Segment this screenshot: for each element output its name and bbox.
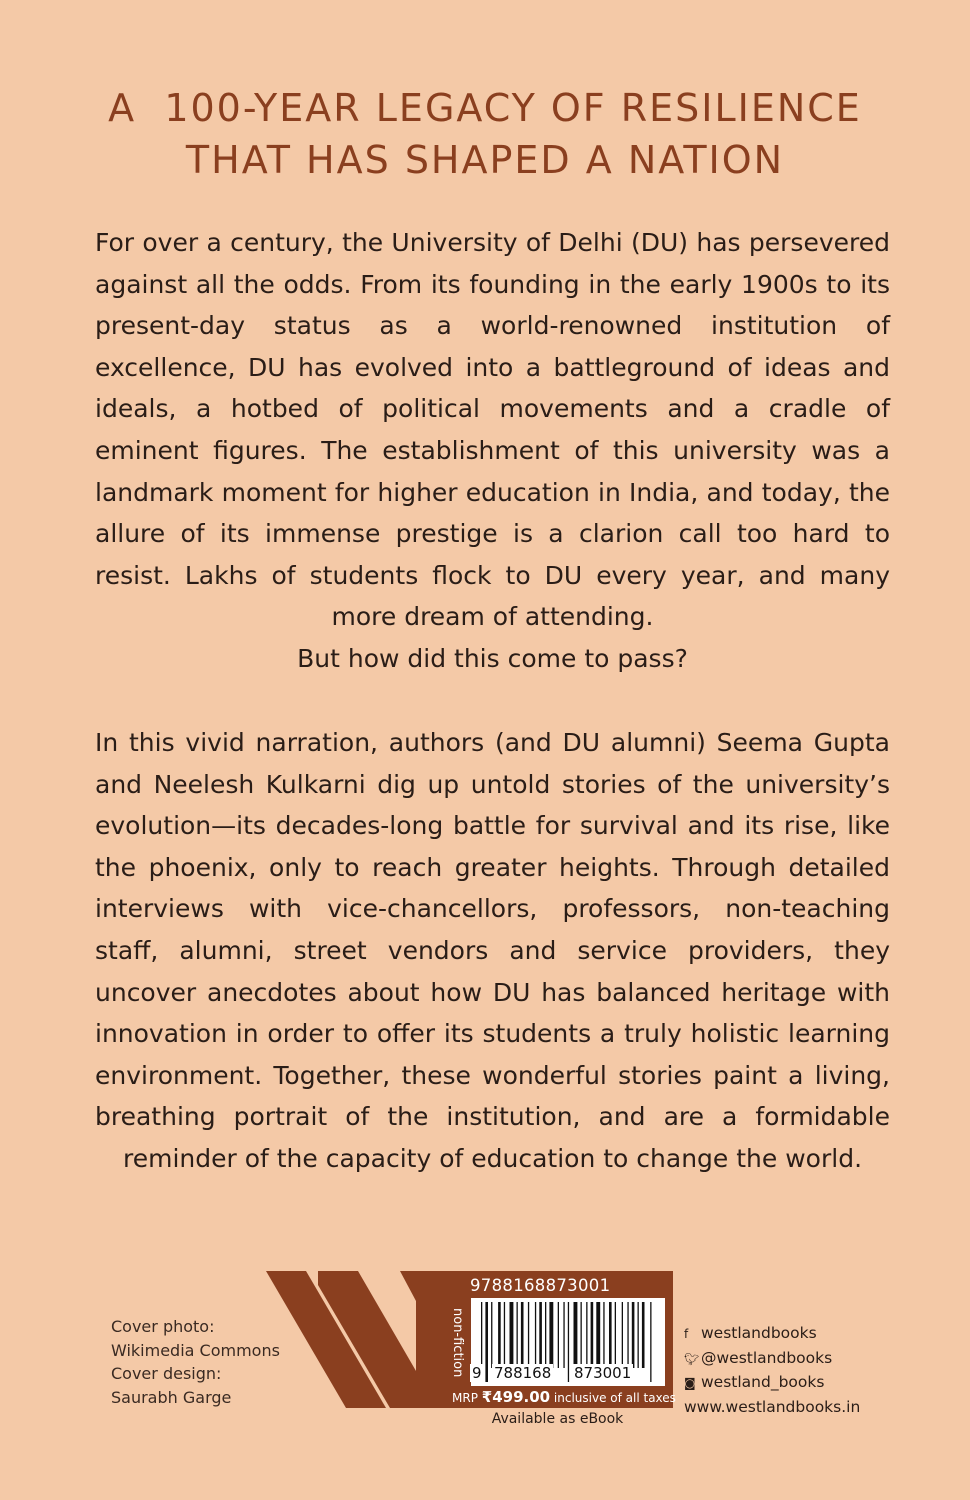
barcode-bar	[549, 1302, 553, 1368]
cover-credits	[111, 1315, 280, 1409]
barcode-bar	[568, 1302, 569, 1382]
barcode-digit-first: 9	[472, 1364, 482, 1382]
isbn-number: 9788168873001	[470, 1276, 611, 1295]
website-link[interactable]	[684, 1396, 860, 1420]
barcode-bar	[586, 1302, 587, 1368]
barcode-bar	[642, 1302, 645, 1368]
price-line	[452, 1388, 676, 1406]
barcode-bar	[528, 1302, 529, 1368]
barcode-bar	[615, 1302, 616, 1368]
cover-design-label: Cover design:	[111, 1364, 222, 1383]
cover-photo-value: Wikimedia Commons	[111, 1340, 280, 1360]
social-links	[684, 1322, 860, 1419]
cover-photo-label: Cover photo:	[111, 1317, 215, 1336]
headline	[0, 82, 970, 186]
mrp-label: MRP	[452, 1391, 478, 1405]
question-line: But how did this come to pass?	[297, 644, 688, 673]
barcode-bar	[563, 1302, 564, 1368]
barcode-bar	[517, 1302, 518, 1368]
barcode-bar	[650, 1302, 651, 1382]
barcode-bar	[510, 1302, 514, 1368]
barcode-bar	[535, 1302, 536, 1368]
barcode-bar	[638, 1302, 639, 1368]
twitter-link[interactable]	[684, 1347, 860, 1372]
barcode-digits-group-1: 788168	[494, 1364, 552, 1382]
barcode-bar	[603, 1302, 604, 1368]
publisher-logo	[266, 1271, 446, 1411]
headline-line-2: THAT HAS SHAPED A NATION	[185, 138, 785, 182]
barcode-bar	[558, 1302, 559, 1368]
barcode-bar	[539, 1302, 542, 1368]
twitter-handle: @westlandbooks	[701, 1348, 833, 1367]
barcode-bar	[574, 1302, 578, 1368]
barcode-bar	[485, 1302, 488, 1382]
website-url: www.westlandbooks.in	[684, 1397, 861, 1416]
cover-design-value: Saurabh Garge	[111, 1387, 232, 1407]
barcode-digits-group-2: 873001	[574, 1364, 632, 1382]
barcode-bar	[591, 1302, 594, 1368]
barcode-bar	[622, 1302, 623, 1368]
description-paragraph-1: For over a century, the University of Delhi (DU) has persevered against all the odds. From its founding in the early 1900s to its present-day status as a world-renowned institution of excellence, DU has evolved into a battleground of ideas and ideals, a hotbed of political movements and a cradle of eminent figures. The establishment of this university was a landmark moment for higher education in India, and today, the allure of its immense prestige is a clarion call too hard to resist. Lakhs of students flock to DU every year, and many more dream of attending.	[95, 228, 890, 632]
instagram-handle: westland_books	[701, 1373, 825, 1391]
barcode-bar	[632, 1302, 635, 1368]
barcode-bar	[581, 1302, 582, 1368]
barcode-bar	[504, 1302, 505, 1368]
instagram-icon: ◙	[684, 1376, 696, 1390]
ebook-note: Available as eBook	[491, 1411, 624, 1427]
barcode-bar	[498, 1302, 501, 1368]
headline-line-1: A 100-YEAR LEGACY OF RESILIENCE	[108, 86, 862, 130]
barcode-bar	[521, 1302, 524, 1368]
genre-label: non-fiction	[450, 1308, 465, 1378]
barcode-bar	[491, 1302, 492, 1368]
price-value: ₹499.00	[481, 1388, 551, 1406]
barcode-bar	[545, 1302, 546, 1368]
barcode-bar	[596, 1302, 600, 1368]
description-paragraph-2: In this vivid narration, authors (and DU alumni) Seema Gupta and Neelesh Kulkarni dig up untold stories of the university’s evolution—its decades-long battle for survival and its rise, like the phoenix, only to reach greater heights. Through detailed interviews with vice-chancellors, professors, non-teaching staff, alumni, street vendors and service providers, they uncover anecdotes about how DU has balanced heritage with innovation in order to offer its students a truly holistic learning environment. Together, these wonderful stories paint a living, breathing portrait of the institution, and are a formidable reminder of the capacity of education to change the world.	[95, 728, 890, 1173]
barcode-bar	[627, 1302, 628, 1368]
tax-note: inclusive of all taxes	[553, 1391, 676, 1405]
barcode-bar	[609, 1302, 612, 1368]
facebook-handle: westlandbooks	[701, 1324, 817, 1342]
instagram-link[interactable]	[684, 1371, 860, 1396]
facebook-link[interactable]	[684, 1322, 860, 1347]
twitter-icon: 🐦︎	[684, 1351, 700, 1366]
facebook-icon: f	[684, 1327, 689, 1341]
